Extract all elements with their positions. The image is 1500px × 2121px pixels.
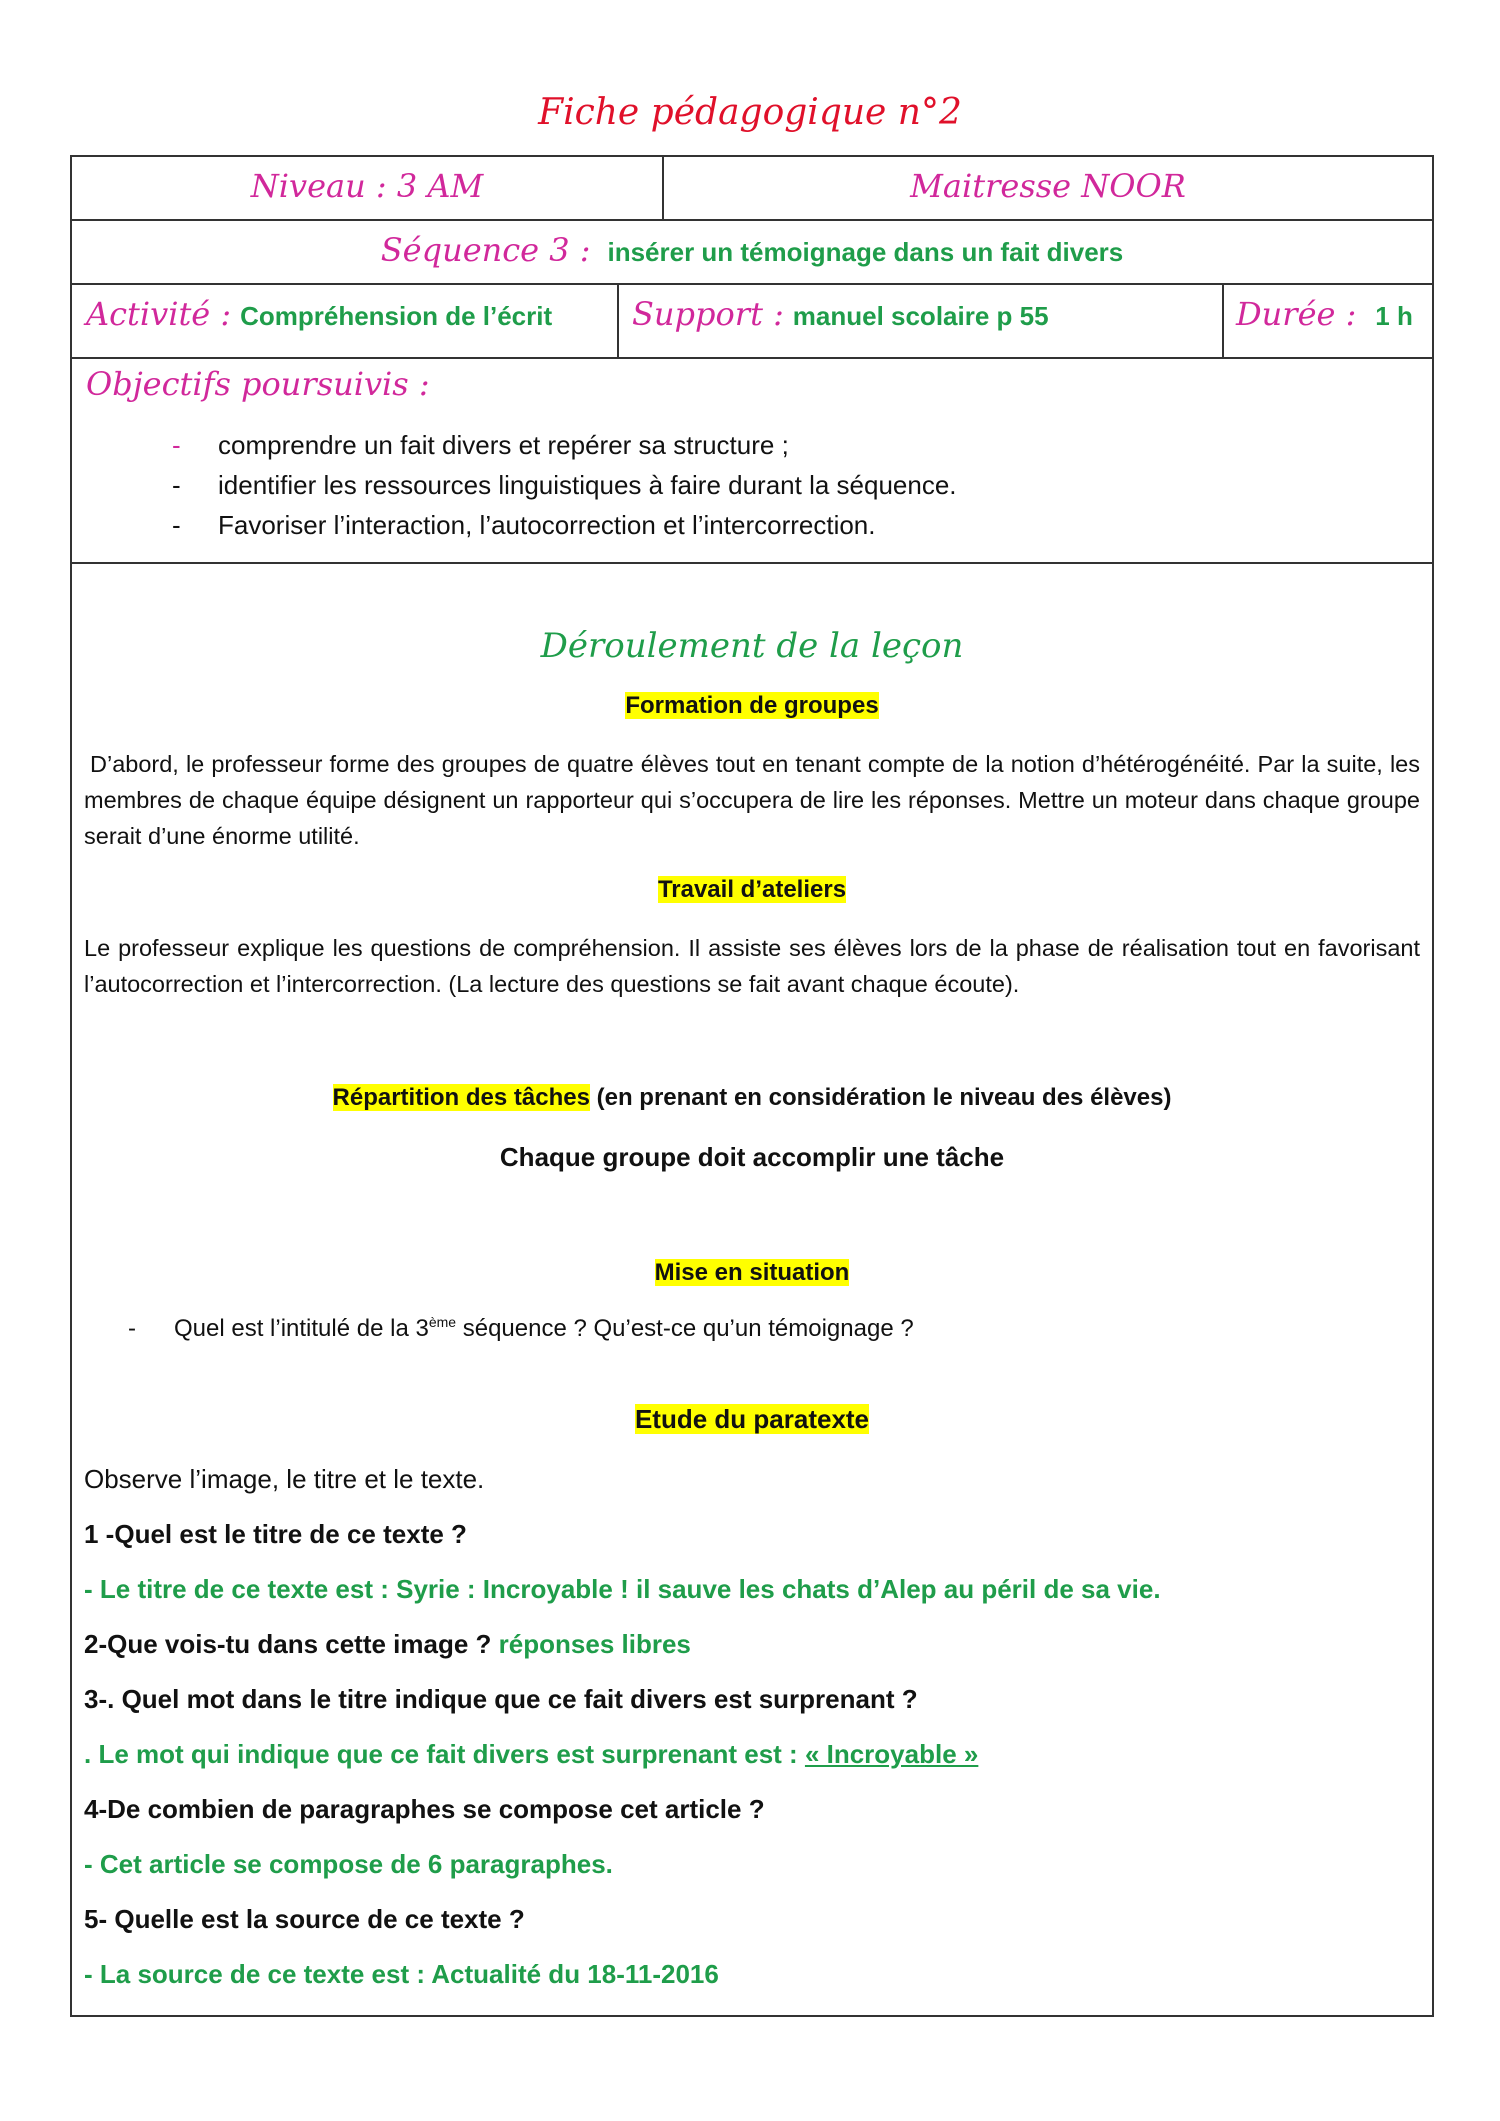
dash: - — [128, 1315, 136, 1342]
niveau-value: 3 AM — [396, 167, 484, 205]
question-2: 2-Que vois-tu dans cette image ? réponses libres — [84, 1629, 691, 1659]
situation-question: - Quel est l’intitulé de la 3ème séquence ? Qu’est-ce qu’un témoignage ? — [128, 1314, 914, 1342]
duree-value: 1 h — [1375, 301, 1413, 331]
activite-label: Activité : — [86, 295, 232, 333]
list-item: - comprendre un fait divers et repérer sa structure ; — [172, 430, 789, 460]
question-3: 3-. Quel mot dans le titre indique que ce fait divers est surprenant ? — [84, 1684, 918, 1714]
niveau-label: Niveau : — [250, 167, 387, 205]
tasks-heading-wrap — [72, 1084, 1432, 1112]
objectives-list — [172, 425, 957, 545]
question-5: 5- Quelle est la source de ce texte ? — [84, 1904, 525, 1934]
tasks-heading: Répartition des tâches — [332, 1084, 590, 1111]
groups-heading-wrap — [72, 692, 1432, 720]
paratext-heading: Etude du paratexte — [634, 1404, 870, 1434]
objectives-heading: Objectifs poursuivis : — [86, 365, 430, 403]
paratext-heading-wrap — [72, 1404, 1432, 1435]
duree-cell — [1236, 295, 1413, 333]
activite-value: Compréhension de l’écrit — [240, 301, 553, 331]
divider — [617, 285, 619, 357]
sequence-value: insérer un témoignage dans un fait divers — [607, 237, 1124, 267]
list-item: - identifier les ressources linguistiques à faire durant la séquence. — [172, 470, 957, 500]
question-1: 1 -Quel est le titre de ce texte ? — [84, 1519, 467, 1549]
answer-4: - Cet article se compose de 6 paragraphes. — [84, 1849, 613, 1879]
groups-heading: Formation de groupes — [625, 692, 879, 719]
tasks-note: (en prenant en considération le niveau des élèves) — [596, 1084, 1172, 1111]
page-title: Fiche pédagogique n°2 — [538, 92, 962, 133]
support-cell — [632, 295, 1049, 333]
answer-1: - Le titre de ce texte est : Syrie : Incroyable ! il sauve les chats d’Alep au péril de sa vie. — [84, 1574, 1161, 1604]
objectives-section — [70, 357, 1434, 564]
sequence-cell — [72, 231, 1432, 269]
support-label: Support : — [632, 295, 784, 333]
lesson-section — [70, 562, 1434, 2017]
answer-3: . Le mot qui indique que ce fait divers est surprenant est : « Incroyable » — [84, 1739, 979, 1769]
maitresse-cell: Maitresse NOOR — [910, 167, 1186, 205]
duree-label: Durée : — [1236, 295, 1357, 333]
question-4: 4-De combien de paragraphes se compose cet article ? — [84, 1794, 765, 1824]
tasks-line: Chaque groupe doit accomplir une tâche — [499, 1142, 1005, 1172]
activite-cell — [86, 295, 552, 333]
workshop-heading: Travail d’ateliers — [657, 876, 847, 903]
divider — [1222, 285, 1224, 357]
header-row-niveau — [70, 155, 1434, 221]
list-item: - Favoriser l’interaction, l’autocorrection et l’intercorrection. — [172, 510, 876, 540]
header-row-activite — [70, 283, 1434, 359]
answer-5: - La source de ce texte est : Actualité du 18-11-2016 — [84, 1959, 719, 1989]
workshop-heading-wrap — [72, 876, 1432, 904]
support-value: manuel scolaire p 55 — [792, 301, 1049, 331]
sequence-label: Séquence 3 : — [380, 231, 591, 269]
groups-paragraph: D’abord, le professeur forme des groupes de quatre élèves tout en tenant compte de la notion d’hétérogénéité. Par la suite, les membres de chaque équipe désignent un rapporteur qui s’occupera de lire les réponses. Mettre un moteur dans chaque groupe serait d’une énorme utilité. — [84, 751, 1420, 849]
answer-2: réponses libres — [498, 1629, 691, 1659]
header-row-sequence — [70, 219, 1434, 285]
workshop-paragraph: Le professeur explique les questions de compréhension. Il assiste ses élèves lors de la phase de réalisation tout en favorisant l’autocorrection et l’intercorrection. (La lecture des questions se fait avant chaque écoute). — [84, 935, 1420, 997]
lesson-heading: Déroulement de la leçon — [540, 626, 964, 666]
answer-3-word: « Incroyable » — [804, 1739, 979, 1769]
situation-heading: Mise en situation — [654, 1259, 850, 1286]
situation-heading-wrap — [72, 1259, 1432, 1287]
paratext-intro: Observe l’image, le titre et le texte. — [84, 1464, 485, 1494]
niveau-cell — [72, 167, 662, 205]
